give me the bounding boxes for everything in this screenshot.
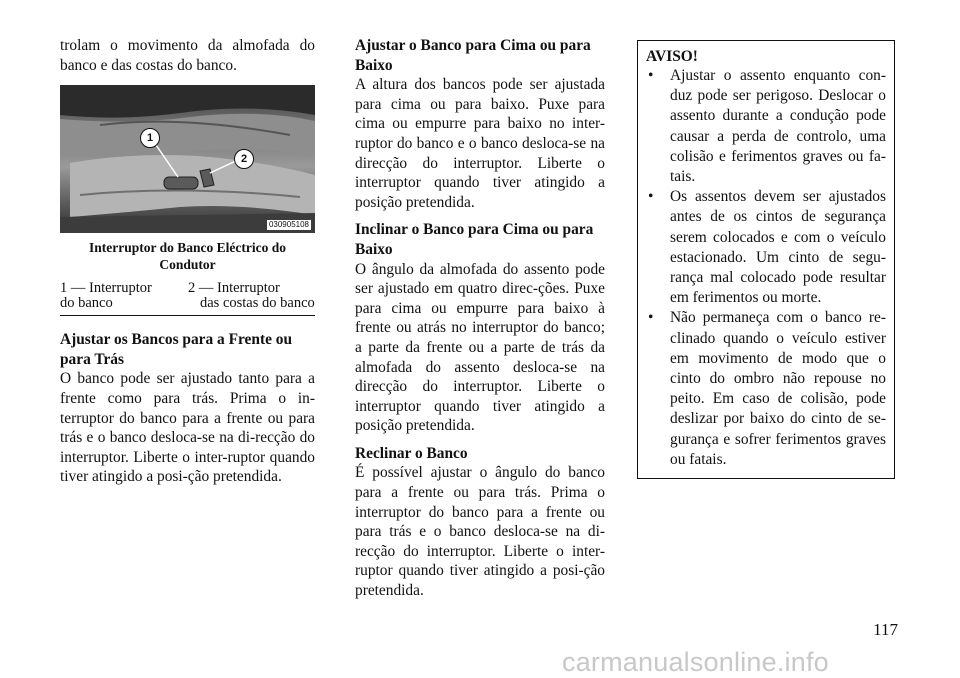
intro-text: trolam o movimento da almofada do banco e das costas do banco. xyxy=(60,37,315,74)
legend-item-2-text: das costas do banco xyxy=(200,295,315,312)
seat-photo-illustration xyxy=(60,85,315,233)
figure-caption: Interruptor do Banco Eléctrico do Condutor xyxy=(89,240,286,273)
warning-title: AVISO! xyxy=(646,48,698,65)
bullet-icon: • xyxy=(648,309,654,327)
legend-item-1-text: do banco xyxy=(60,295,113,312)
warning-item-text: Não permaneça com o banco re-clinado quando o veículo estiver em movimento de modo que o cinto do ombro não repouse no peito. Em caso de colisão, pode deslizar por baixo do cinto de se-gurança e sofrer ferimentos graves ou fatais. xyxy=(670,309,886,468)
callout-2: 2 xyxy=(234,149,254,169)
section-body-forward-back: O banco pode ser ajustado tanto para a frente como para trás. Prima o in-terruptor do banco para a frente ou para trás e o banco desloca-se na di-recção do interruptor. Liberte o inter-ruptor quando tiver atingido a posi-ção pretendida. xyxy=(60,370,315,486)
warning-list xyxy=(646,66,886,470)
warning-item xyxy=(646,308,886,470)
legend-item-1-label: 1 — Interruptor xyxy=(60,280,152,297)
section-heading-forward-back: Ajustar os Bancos para a Frente ou para Trás xyxy=(60,331,293,368)
warning-item xyxy=(646,187,886,308)
warning-item xyxy=(646,66,886,187)
callout-1: 1 xyxy=(140,128,160,148)
page-number: 117 xyxy=(873,620,898,639)
watermark: carmanualsonline.info xyxy=(562,647,829,677)
legend-item-1 xyxy=(60,281,188,311)
column-right xyxy=(637,36,895,479)
bullet-icon: • xyxy=(648,67,654,84)
legend-divider xyxy=(60,315,315,316)
section-heading-tilt: Inclinar o Banco para Cima ou para Baixo xyxy=(355,221,594,258)
column-left xyxy=(60,36,315,487)
warning-item-text: Ajustar o assento enquanto con-duz pode ser perigoso. Deslocar o assento durante a condução pode causar a perda de controlo, uma colisão e ferimentos graves ou fa-tais. xyxy=(670,67,886,186)
legend-item-2-label: 2 — Interruptor xyxy=(188,280,280,297)
seat-switch-photo xyxy=(60,85,315,233)
column-middle xyxy=(355,36,605,601)
section-heading-recline: Reclinar o Banco xyxy=(355,444,468,462)
section-body-recline: É possível ajustar o ângulo do banco para a frente ou para trás. Prima o interruptor do banco para a frente ou para trás e o banco desloca-se na di-recção do interruptor. Liberte o inter-ruptor quando tiver atingido a posi-ção pretendida. xyxy=(355,464,605,600)
section-body-up-down: A altura dos bancos pode ser ajustada para cima ou para baixo. Puxe para cima ou empurre para baixo no inter-ruptor do banco e o banco desloca-se na direcção do interruptor. Liberte o interruptor quando tiver atingido a posição pretendida. xyxy=(355,76,605,211)
figure-legend xyxy=(60,281,315,311)
section-heading-up-down: Ajustar o Banco para Cima ou para Baixo xyxy=(355,37,591,74)
legend-item-2 xyxy=(188,281,315,311)
warning-item-text: Os assentos devem ser ajustados antes de os cintos de segurança serem colocados e com o veículo estacionado. Um cinto de segu-rança mal colocado pode resultar em ferimentos ou morte. xyxy=(670,188,886,307)
warning-box xyxy=(637,40,895,479)
figure-code: 030905108 xyxy=(268,220,309,230)
bullet-icon: • xyxy=(648,188,654,206)
section-body-tilt: O ângulo da almofada do assento pode ser ajustado em quatro direc-ções. Puxe para cima ou empurre para baixo à frente ou atrás no interruptor do banco; a parte da frente ou a parte de trás da almofada do assento desloca-se na direcção do interruptor. Liberte o interruptor quando tiver atingido a posição pretendida. xyxy=(355,260,605,435)
